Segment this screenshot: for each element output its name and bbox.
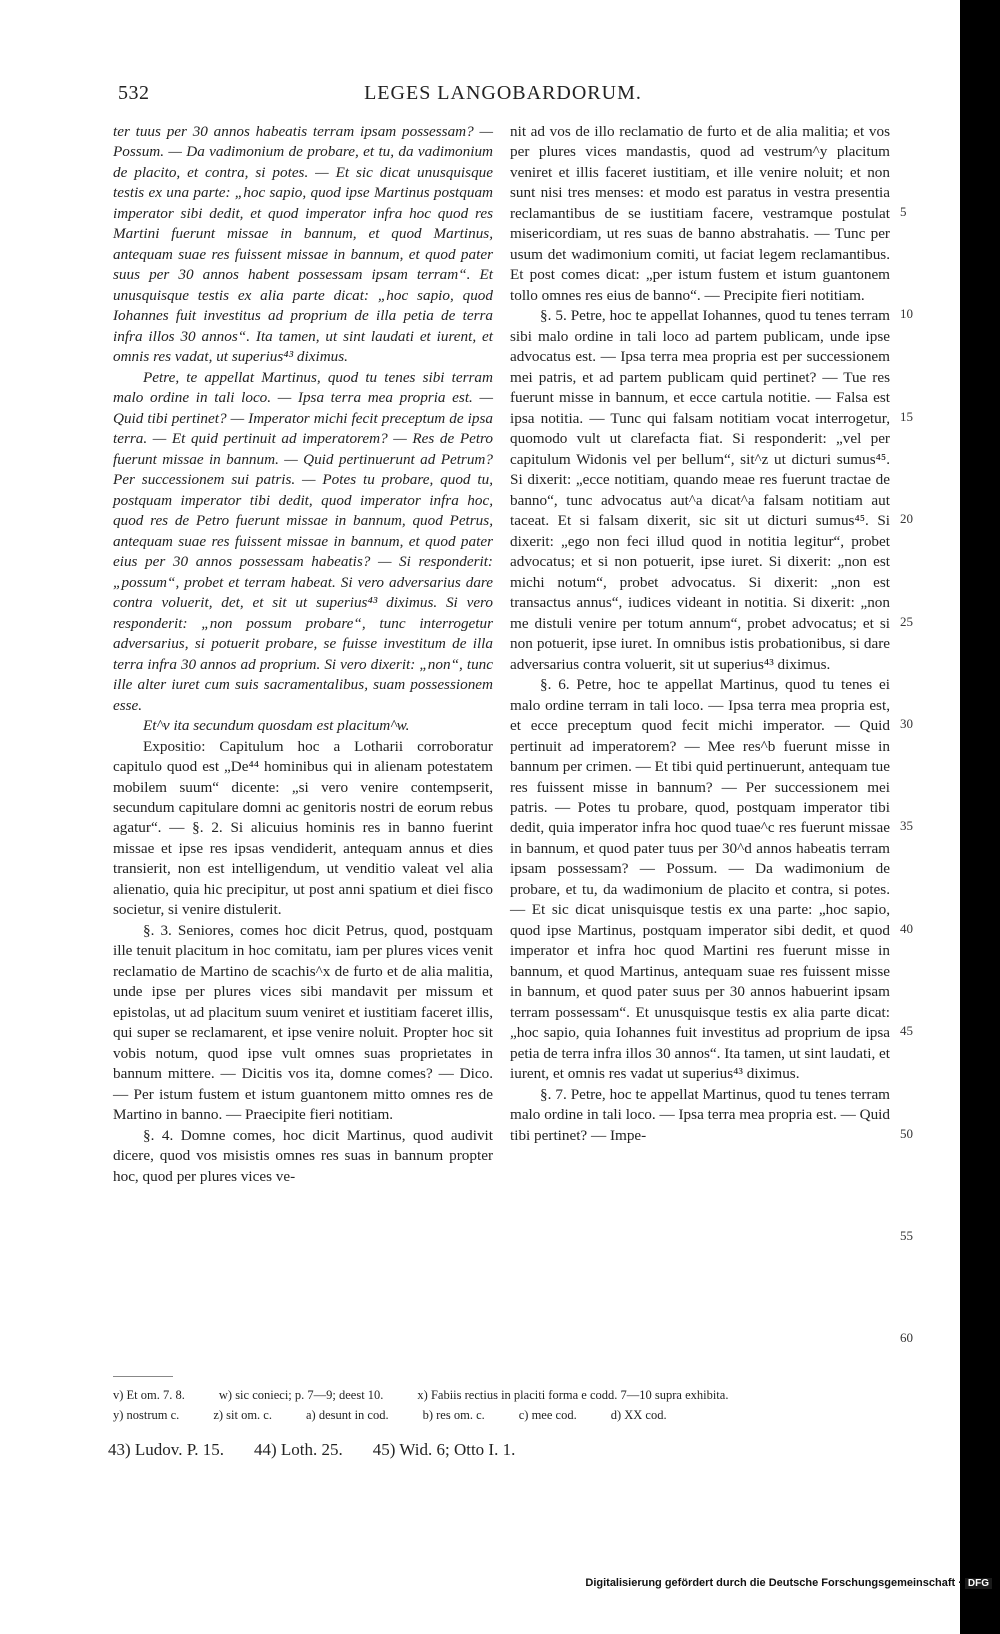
- reference: 44) Loth. 25.: [254, 1440, 343, 1459]
- reference: 43) Ludov. P. 15.: [108, 1440, 225, 1459]
- running-title: LEGES LANGOBARDORUM.: [364, 82, 642, 104]
- footnote: c) mee cod.: [518, 1408, 577, 1422]
- paragraph: §. 4. Domne comes, hoc dicit Martinus, quod audivit dicere, quod vos misistis omnes res suas in bannum propter hoc, quod per plures vices ve-: [113, 1126, 493, 1185]
- paragraph: ter tuus per 30 annos habeatis terram ipsam possessam? — Possum. — Da vadimonium de probare, et tu, da vadimonium de placito, et contra, si potes. — Et sic dicat unusquisque testis ex una parte: „hoc sapio, quod ipse Martinus postquam imperator sibi dedit, et quod imperator infra hoc quod res Martini fuerunt missae in bannum, et quod Martinus, antequam suae res fuissent missae in bannum, et quod pater suus per 30 annos habent possessam ipsam terram“. Et unusquisque testis ex alia parte dicat: „hoc sapio, quod Iohannes fuit investitus ad proprium de illa petia de terra infra illos 30 annos“. Ita tamen, ut sint laudati et iurent, et omnis res vadat, ut superius⁴³ diximus.: [113, 123, 493, 366]
- footnote: v) Et om. 7. 8.: [113, 1388, 185, 1402]
- line-number: 55: [900, 1228, 913, 1243]
- line-number: 15: [900, 408, 913, 424]
- page-number: 532: [118, 82, 150, 104]
- footnotes-line-2: [113, 1408, 893, 1423]
- footnote: w) sic conieci; p. 7—9; deest 10.: [218, 1388, 384, 1402]
- paragraph: §. 3. Seniores, comes hoc dicit Petrus, quod, postquam ille tenuit placitum in hoc comitatu, iam per plures vices venit reclamatio de Martino de scachis^x de furto et de alia malitia, unde ipse per plures vices sibi mandavit per missum et epistolas, ut ad placitum suum veniret et iustitiam faceret illis, qui super se reclamarent, et ipse venire noluit. Propter hoc sit vobis notum, quod ipse vult omnes suas proprietates in bannum mittere. — Dicitis vos ita, domne comes? — Dico. — Per istum fustem et istum guantonem mitto omnes res de Martino in banno. — Praecipite fieri notitiam.: [113, 921, 493, 1124]
- line-number: 10: [900, 306, 913, 322]
- paragraph: Petre, te appellat Martinus, quod tu tenes sibi terram malo ordine in tali loco. — Ipsa terra mea propria est. — Quid tibi pertinet? — Imperator michi fecit preceptum de ipsa terra. — Et quid pertinuit ad imperatorem? — Res de Petro fuerunt missae in bannum. — Quid pertinuerunt ad Petrum? Per successionem sui patris. — Potes tu probare, quod tu, postquam imperator tibi dedit, quod imperator infra hoc, quod res de Petro fuerunt missae in bannum, quod Petrus, antequam suae res fuissent missae in bannum, et quod pater eius per 30 annos possessam habeatis? — Si responderit: „possum“, probet et terram habeat. Si vero adversarius dare contra voluerit, det, et sit ut superius⁴³ diximus. Si vero responderit: „non possum probare“, tunc interrogetur adversarius, si potuerit probare, se fuisse investitum de illa terra infra 30 annos ad proprium. Si vero dixerit: „non“, tunc ille alter iuret cum suis sacramentalibus, suam possessionem esse.: [113, 368, 493, 714]
- footnote: b) res om. c.: [422, 1408, 485, 1422]
- running-header: [118, 82, 888, 112]
- footnote: a) desunt in cod.: [305, 1408, 389, 1422]
- footnotes-line-1: [113, 1388, 893, 1403]
- paragraph: §. 6. Petre, hoc te appellat Martinus, quod tu tenes ei malo ordine terram in tali loco. — Ipsa terra mea propria est, et ecce preceptum quod fecit michi imperator. — Quid pertinuit ad imperatorem? — Mee res^b fuerunt misse in bannum per crimen. — Et tibi quid pertinuerunt, antequam tue res fuissent misse in bannum? — Per successionem mei patris. — Potes tu probare, quod, postquam imperator tibi dedit, quia imperator infra hoc quod tuae^c res fuerunt missae in bannum, et quod pater tuus per 30^d annos habeatis terram ipsam possessam? — Possum. — Da wadimonium de probare, et tu, da wadimonium de placito et contra, si potes. — Et sic dicat unisquisque testis ex una parte: „hoc sapio, quod ipse Martinus, postquam imperator sibi dedit, et quod imperator et infra hoc quod Martini res fuerunt misse in bannum, et quod Martinus, antequam suae res fuissent misse in bannum, et quod pater suus per 30 annos habuerint ipsam terram possessam“. Et unusquisque testis ex alia parte dicat: „hoc sapio, quia Iohannes fuit investitus ad proprium de ipsa petia de terra infra illos 30 annos“. Ita tamen, ut sint laudati, et iurent, et omnis res vadat ut superius⁴³ diximus.: [510, 676, 891, 1083]
- dfg-logo: DFG: [965, 1578, 992, 1589]
- paragraph: nit ad vos de illo reclamatio de furto et de alia malitia; et vos per plures vices mandastis, quod ad vestrum^y placitum veniret et illis faceret iustitiam, et ille venire noluit; et non sunt nisi tres menses: et modo est paratus in vestra presentia reclamantibus de se iustitiam facere, vestramque postulat misericordiam, ut res suas de banno abstrahatis. — Tunc per usum det wadimonium comiti, ut faciat legem reclamantibus. Et post comes dicat: „per istum fustem et istum guantonem tollo omnes res eius de banno“. — Precipite fieri notitiam.: [510, 123, 890, 304]
- footnote-rule: [113, 1376, 173, 1377]
- digitization-credit: [585, 1577, 992, 1589]
- footnote: d) XX cod.: [610, 1408, 667, 1422]
- reference: 45) Wid. 6; Otto I. 1.: [372, 1440, 516, 1459]
- footnote: z) sit om. c.: [213, 1408, 272, 1422]
- footnote: y) nostrum c.: [113, 1408, 180, 1422]
- line-number: 30: [900, 716, 913, 731]
- line-number: 50: [900, 1125, 913, 1141]
- right-column: [510, 122, 890, 1146]
- footnote: x) Fabiis rectius in placiti forma e codd. 7—10 supra exhibita.: [417, 1388, 729, 1402]
- line-number: 5: [900, 204, 907, 219]
- source-references: [108, 1440, 545, 1460]
- line-number: 40: [900, 920, 913, 936]
- line-number: 20: [900, 511, 913, 527]
- paragraph: Et^v ita secundum quosdam est placitum^w.: [143, 717, 410, 735]
- credit-text: Digitalisierung gefördert durch die Deutsche Forschungsgemeinschaft ·: [585, 1577, 962, 1589]
- paragraph: §. 5. Petre, hoc te appellat Iohannes, quod tu tenes terram sibi malo ordine in tali loco ad partem publicam, unde ipse advocatus est. — Ipsa terra mea propria est per successionem mei patris, et ad partem publicam quid pertinet? — Tue res fuerunt misse in bannum, et ecce cartula notitie. — Falsa est ipsa notitia. — Tunc qui falsam notitiam vocat interrogetur, quomodo vult ut clarefacta fiat. Si responderit: „vel per capitulum Widonis vel per bellum“, sit^z ut dicturi sumus⁴⁵. Si dixerit: „ecce notitiam, quando meae res fuerunt tractae de banno“, tunc advocatus aut^a dicat^a falsam notitiam aut taceat. Et si falsam dixerit, sic sit ut dicturi sumus⁴⁵. Si dixerit: „ego non feci illud quod in notitia legitur“, probet advocatus; et si non potuerit, ipse iuret. Si dixerit: „non est michi notum“, probet advocatus. Si dixerit: „non est transactus annus“, iudices videant in notitia. Si dixerit: „non me distuli venire per totum annum“, probet advocatus; et si non potuerit, ipse iuret. In omnibus istis probationibus, si dare adversarius contra voluerit, sit ut superius⁴³ diximus.: [510, 307, 890, 673]
- line-number: 60: [900, 1330, 913, 1346]
- paragraph: Expositio: Capitulum hoc a Lotharii corroboratur capitulo quod est „De⁴⁴ hominibus qui in alienam potestatem mobilem suum“ dicente: „si vero venire contempserit, secundum capitulare domni ac genitoris nostri de eorum rebus agatur“. — §. 2. Si alicuius hominis res in banno fuerint missae et ipse res ipsas vendiderit, antequam annus et dies transierit, non est intelligendum, ut venditio valeat vel alia alienatio, quia hic precipitur, ut post anni spatium et diei fisco societur, si venire distulerit.: [113, 737, 493, 919]
- line-number: 25: [900, 613, 913, 629]
- left-column: [113, 122, 493, 1187]
- line-number: 45: [900, 1023, 913, 1039]
- line-number: 35: [900, 818, 913, 834]
- paragraph: §. 7. Petre, hoc te appellat Martinus, quod tu tenes terram malo ordine in tali loco. — Ipsa terra mea propria est. — Quid tibi pertinet? — Impe-: [510, 1085, 890, 1144]
